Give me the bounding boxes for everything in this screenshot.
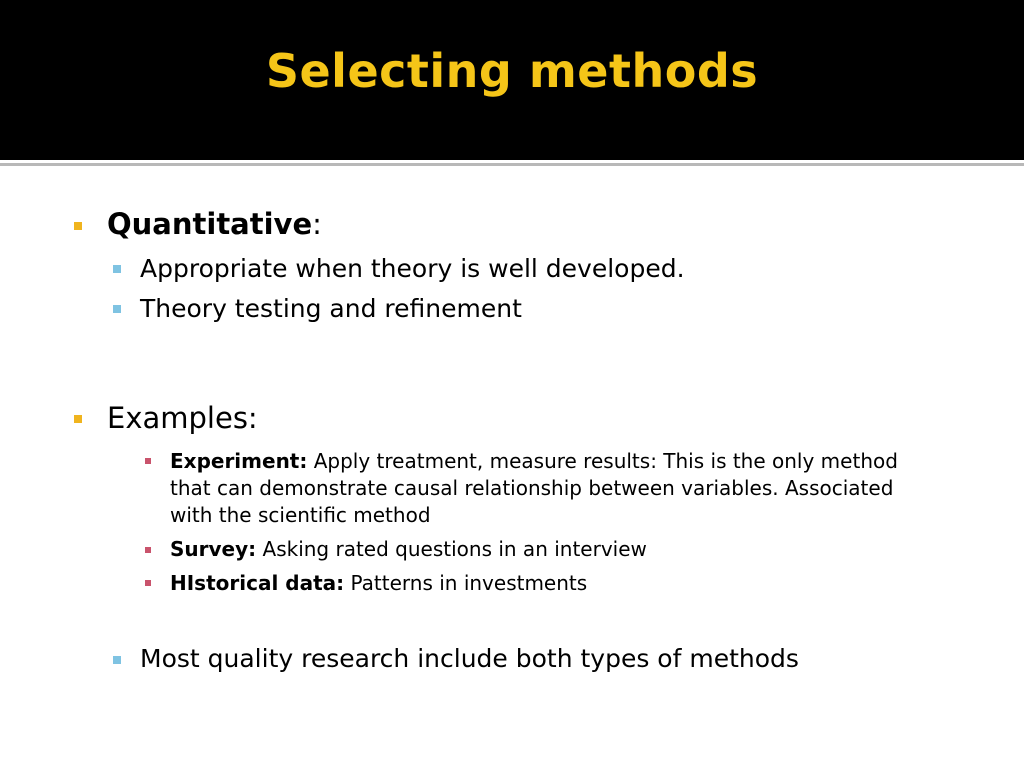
example-text-historical: Patterns in investments <box>344 571 588 595</box>
level3-bullet <box>145 458 151 464</box>
quantitative-colon: : <box>312 207 322 241</box>
example-item-historical <box>170 570 930 597</box>
level1-bullet <box>74 415 82 423</box>
quantitative-heading-line <box>107 207 322 241</box>
level2-bullet <box>113 265 121 273</box>
example-item-survey <box>170 536 930 563</box>
quantitative-point-1: Appropriate when theory is well developed. <box>140 254 685 283</box>
example-label-historical: HIstorical data: <box>170 571 345 595</box>
level3-bullet <box>145 547 151 553</box>
quantitative-heading: Quantitative <box>107 207 313 241</box>
quantitative-point-2: Theory testing and refinement <box>140 294 522 323</box>
slide-title: Selecting methods <box>265 44 759 98</box>
example-item-experiment <box>170 448 930 529</box>
examples-heading: Examples: <box>107 401 258 435</box>
title-divider <box>0 163 1024 166</box>
level2-bullet <box>113 656 121 664</box>
example-text-experiment: Apply treatment, measure results: This is the only method that can demonstrate causal relationship between variables. Associated with the scientific method <box>170 449 898 527</box>
examples-closing: Most quality research include both types of methods <box>140 644 799 673</box>
level1-bullet <box>74 222 82 230</box>
example-text-survey: Asking rated questions in an interview <box>256 537 647 561</box>
example-label-survey: Survey: <box>170 537 257 561</box>
level2-bullet <box>113 305 121 313</box>
level3-bullet <box>145 580 151 586</box>
example-label-experiment: Experiment: <box>170 449 308 473</box>
